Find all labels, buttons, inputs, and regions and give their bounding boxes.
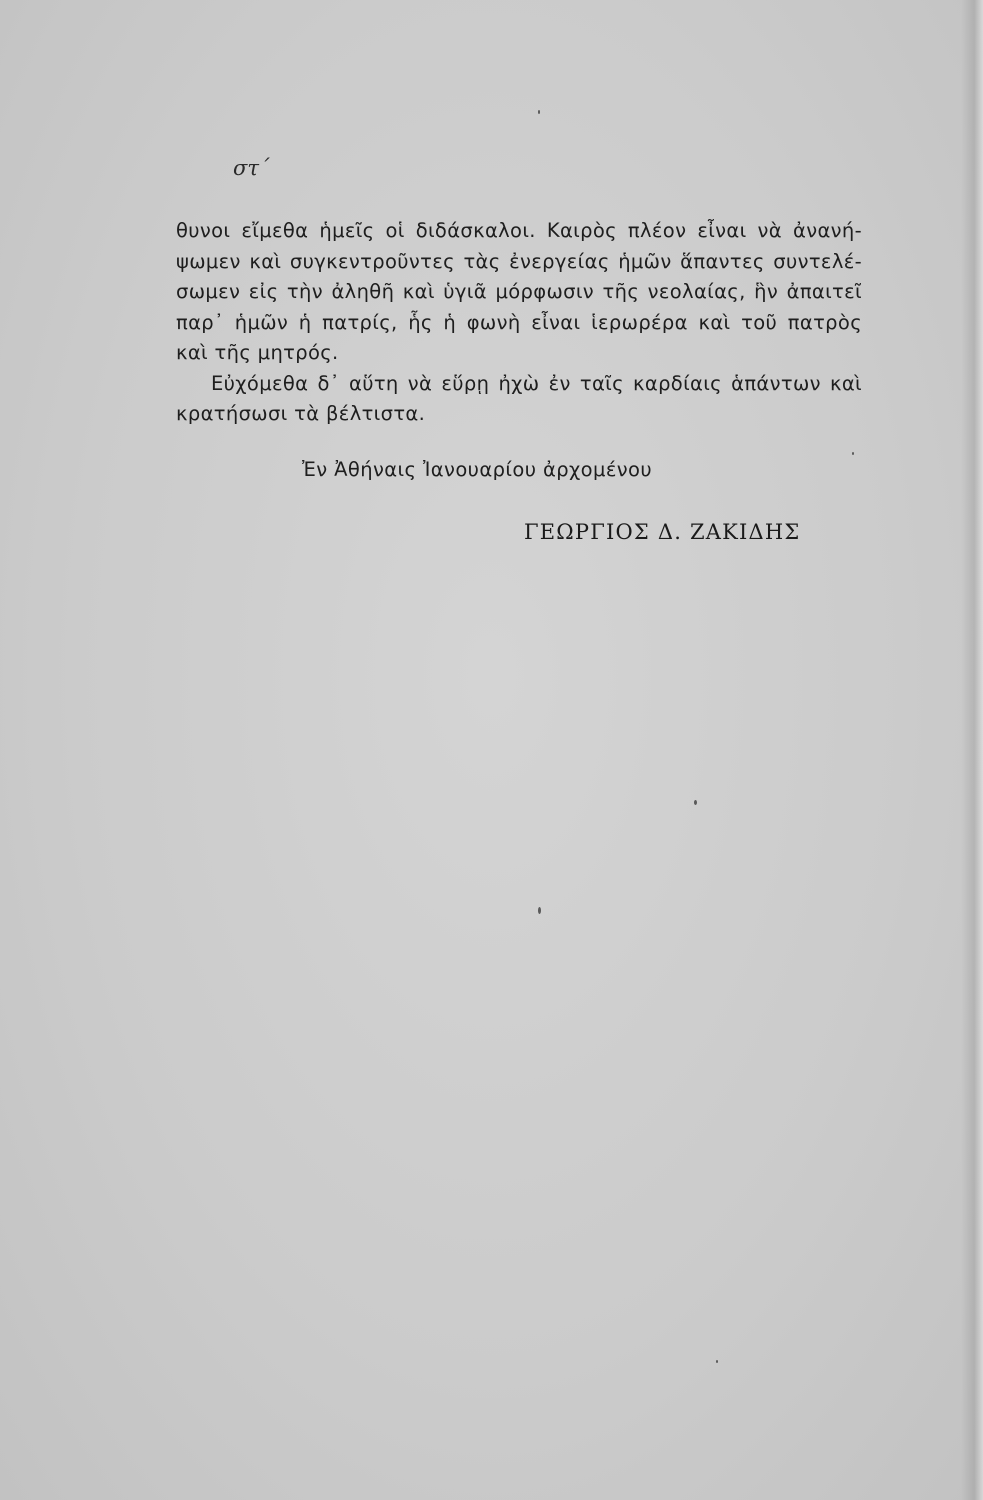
paragraph-1-line: ψωμεν καὶ συγκεντροῦντες τὰς ἐνεργείας ἡμῶν ἅπαντες συντελέ- bbox=[176, 249, 862, 273]
paragraph-2-line: κρατήσωσι τὰ βέλτιστα. bbox=[176, 402, 426, 425]
paragraph-2-line: Εὐχόμεθα δ᾿ αὕτη νὰ εὕρῃ ἠχὼ ἐν ταῖς καρδίαις ἁπάντων καὶ bbox=[211, 371, 862, 395]
paragraph-1-line: σωμεν εἰς τὴν ἀληθῆ καὶ ὑγιᾶ μόρφωσιν τῆς νεολαίας, ἣν ἀπαιτεῖ bbox=[176, 280, 862, 303]
place-and-date: Ἐν Ἀθήναις Ἰανουαρίου ἀρχομένου bbox=[302, 458, 653, 481]
paragraph-1-line: παρ᾿ ἡμῶν ἡ πατρίς, ἧς ἡ φωνὴ εἶναι ἱερωρέρα καὶ τοῦ πατρὸς bbox=[176, 310, 862, 334]
page-edge-shadow bbox=[961, 0, 983, 1500]
paper-speck bbox=[694, 800, 697, 805]
page-number: στ΄ bbox=[233, 156, 270, 180]
author-signature: ΓΕΩΡΓΙΟΣ Δ. ΖΑΚΙΔΗΣ bbox=[524, 520, 801, 544]
paper-speck bbox=[538, 907, 541, 914]
paper-speck bbox=[852, 452, 854, 455]
body-text bbox=[176, 216, 862, 430]
paper-speck bbox=[716, 1360, 718, 1363]
paragraph-1-line: θυνοι εἴμεθα ἡμεῖς οἱ διδάσκαλοι. Καιρὸς πλέον εἶναι νὰ ἀνανή- bbox=[176, 219, 862, 242]
paper-speck bbox=[538, 110, 540, 114]
paragraph-1-line: καὶ τῆς μητρός. bbox=[176, 341, 339, 364]
